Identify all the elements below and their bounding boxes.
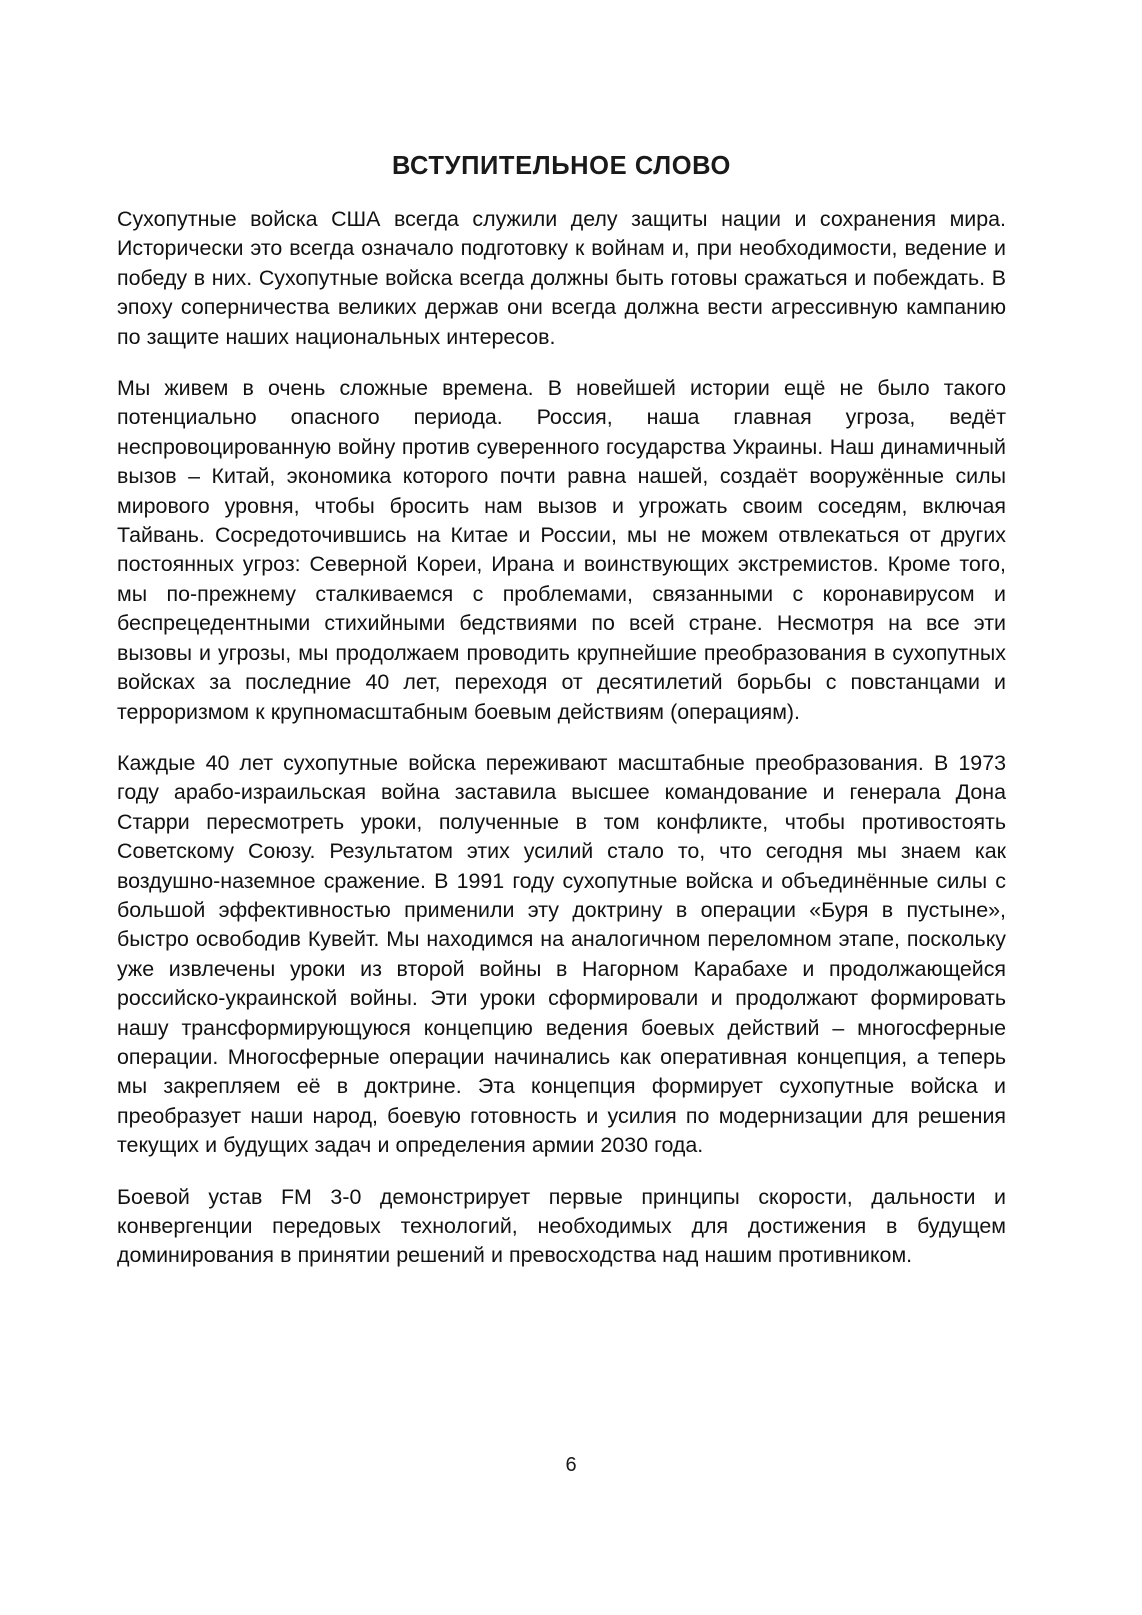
paragraph-4: Боевой устав FM 3-0 демонстрирует первые принципы скорости, дальности и конвергенции передовых технологий, необходимых для достижения в будущем доминирования в принятии решений и превосходства над нашим противником.: [117, 1184, 1006, 1268]
paragraph-2: Мы живем в очень сложные времена. В новейшей истории ещё не было такого потенциально опасного периода. Россия, наша главная угроза, ведёт неспровоцированную войну против суверенного государства Украины. Наш динамичный вызов – Китай, экономика которого почти равна нашей, создаёт вооружённые силы мирового уровня, чтобы бросить нам вызов и угрожать своим соседям, включая Тайвань. Сосредоточившись на Китае и России, мы не можем отвлекаться от других постоянных угроз: Северной Кореи, Ирана и воинствующих экстремистов. Кроме того, мы по-прежнему сталкиваемся с проблемами, связанными с коронавирусом и беспрецедентными стихийными бедствиями по всей стране. Несмотря на все эти вызовы и угрозы, мы продолжаем проводить крупнейшие преобразования в сухопутных войсках за последние 40 лет, переходя от десятилетий борьбы с повстанцами и терроризмом к крупномасштабным боевым действиям (операциям).: [117, 376, 1006, 724]
page-title: ВСТУПИТЕЛЬНОЕ СЛОВО: [392, 152, 731, 180]
body-text-block: [117, 205, 1006, 1271]
paragraph-3: Каждые 40 лет сухопутные войска переживают масштабные преобразования. В 1973 году арабо-израильская война заставила высшее командование и генерала Дона Старри пересмотреть уроки, полученные в том конфликте, чтобы противостоять Советскому Союзу. Результатом этих усилий стало то, что сегодня мы знаем как воздушно-наземное сражение. В 1991 году сухопутные войска и объединённые силы с большой эффективностью применили эту доктрину в операции «Буря в пустыне», быстро освободив Кувейт. Мы находимся на аналогичном переломном этапе, поскольку уже извлечены уроки из второй войны в Нагорном Карабахе и продолжающейся российско-украинской войны. Эти уроки сформировали и продолжают формировать нашу трансформирующуюся концепцию ведения боевых действий – многосферные операции. Многосферные операции начинались как оперативная концепция, а теперь мы закрепляем её в доктрине. Эта концепция формирует сухопутные войска и преобразует наши народ, боевую готовность и усилия по модернизации для решения текущих и будущих задач и определения армии 2030 года.: [117, 750, 1006, 1158]
paragraph-1: Сухопутные войска США всегда служили делу защиты нации и сохранения мира. Исторически это всегда означало подготовку к войнам и, при необходимости, ведение и победу в них. Сухопутные войска всегда должны быть готовы сражаться и побеждать. В эпоху соперничества великих держав они всегда должна вести агрессивную кампанию по защите наших национальных интересов.: [117, 207, 1006, 349]
page-number: 6: [565, 1454, 577, 1476]
